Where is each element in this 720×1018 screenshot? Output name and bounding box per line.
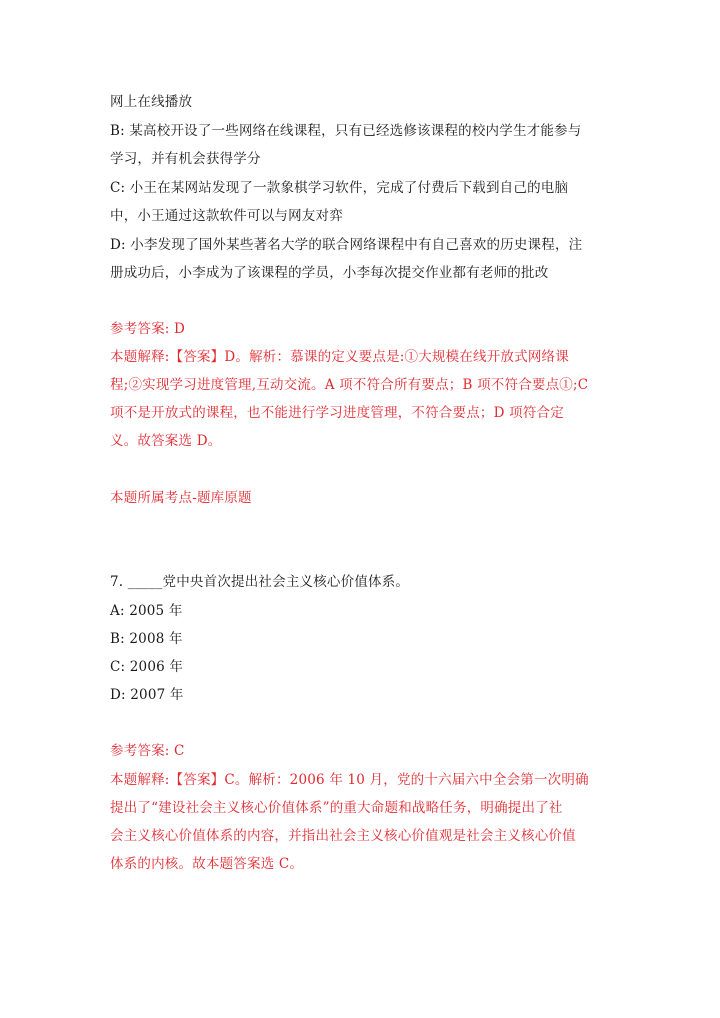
q7-option-c: C: 2006 年 [110,659,184,675]
q6-explanation-line4: 义。故答案选 D。 [110,433,222,449]
q6-answer: 参考答案: D [110,321,186,337]
q7-option-a: A: 2005 年 [110,603,183,619]
q7-explanation-line3: 会主义核心价值体系的内容，并指出社会主义核心价值观是社会主义核心价值 [110,828,576,844]
q6-option-b-line1: B: 某高校开设了一些网络在线课程，只有已经选修该课程的校内学生才能参与 [110,123,582,139]
q7-answer: 参考答案: C [110,743,185,759]
q7-option-d: D: 2007 年 [110,687,184,703]
q6-explanation-line1: 本题解释:【答案】D。解析：慕课的定义要点是:①大规模在线开放式网络课 [110,349,569,365]
q6-option-a-continuation: 网上在线播放 [110,94,193,110]
q6-tag: 本题所属考点-题库原题 [110,490,252,506]
q7-option-b: B: 2008 年 [110,631,183,647]
q6-option-c-line1: C: 小王在某网站发现了一款象棋学习软件，完成了付费后下载到自己的电脑 [110,180,569,196]
q6-explanation-line2: 程;②实现学习进度管理,互动交流。A 项不符合所有要点；B 项不符合要点①;C [110,377,589,393]
q6-option-c-line2: 中，小王通过这款软件可以与网友对弈 [110,208,343,224]
q7-explanation-line1: 本题解释:【答案】C。解析：2006 年 10 月，党的十六届六中全会第一次明确 [110,772,589,788]
q7-explanation-line4: 体系的内核。故本题答案选 C。 [110,856,304,872]
q6-explanation-line3: 项不是开放式的课程，也不能进行学习进度管理，不符合要点；D 项符合定 [110,405,564,421]
q6-option-d-line2: 册成功后，小李成为了该课程的学员，小李每次提交作业都有老师的批改 [110,265,549,281]
q7-explanation-line2: 提出了“建设社会主义核心价值体系”的重大命题和战略任务，明确提出了社 [110,800,563,816]
q6-option-d-line1: D: 小李发现了国外某些著名大学的联合网络课程中有自己喜欢的历史课程，注 [110,237,583,253]
q6-option-b-line2: 学习，并有机会获得学分 [110,151,261,167]
q7-question: 7. _____党中央首次提出社会主义核心价值体系。 [110,574,410,590]
